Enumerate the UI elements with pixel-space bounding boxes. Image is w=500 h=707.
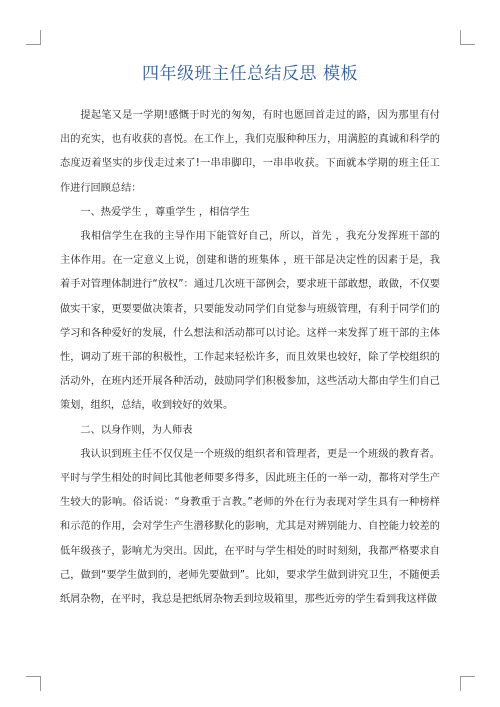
paragraph-section-2: 我认识到班主任不仅仅是一个班级的组织者和管理者，更是一个班级的教育者。平时与学生相处的时间比其他老师要多得多，因此班主任的一举一动，都将对学生产生较大的影响。俗话说：“身教重于言教。”老师的外在行为表现对学生具有一种榜样和示范的作用，会对学生产生潜移默化的影响，尤其是对辨别能力、自控能力较差的低年级孩子，影响尤为突出。因此，在平时与学生相处的时时刻刻，我都严格要求自己，做到“要学生做到的，老师先要做到”。比如，要求学生做到讲究卫生，不随便丢纸屑杂物，在平时，我总是把纸屑杂物丢到垃圾箱里，那些近旁的学生看到我这样做 [60,448,440,606]
crop-mark-top-left [26,30,41,45]
crop-mark-bottom-right [460,676,475,691]
crop-mark-bottom-left [26,676,41,691]
section-heading-2: 二、以身作则，为人师表 [80,424,193,436]
document-title: 四年级班主任总结反思 模板 [142,64,358,84]
document-body [60,104,440,612]
paragraph-intro: 提起笔又是一学期!感慨于时光的匆匆，有时也愿回首走过的路，因为那里有付出的充实，也有收获的喜悦。在工作上，我们克服种种压力，用满腔的真诚和科学的态度迈着坚实的步伐走过来了!一串串脚印，一串串收获。下面就本学期的班主任工作进行回顾总结： [60,110,440,194]
paragraph-section-1: 我相信学生在我的主导作用下能管好自己，所以，首先 ，我充分发挥班干部的主体作用。在一定意义上说，创建和谐的班集体 ，班干部是决定性的因素于是，我着手对管理体制进行“放权”：通过几次班干部例会，要求班干部敢想，敢做，不仅要做实干家，更要要做决策者，只要能发动同学们自觉参与班级管理，有利于同学们的学习和各种爱好的发展，什么想法和活动都可以讨论。这样一来发挥了班干部的主体性，调动了班干部的积极性，工作起来轻松许多，而且效果也较好，除了学校组织的活动外，在班内还开展各种活动，鼓励同学们积极参加，这些活动大都由学生们自己策划，组织，总结，收到较好的效果。 [60,231,440,412]
section-heading-1: 一、热爱学生 ，尊重学生 ，相信学生 [80,206,250,218]
crop-mark-top-right [460,30,475,45]
